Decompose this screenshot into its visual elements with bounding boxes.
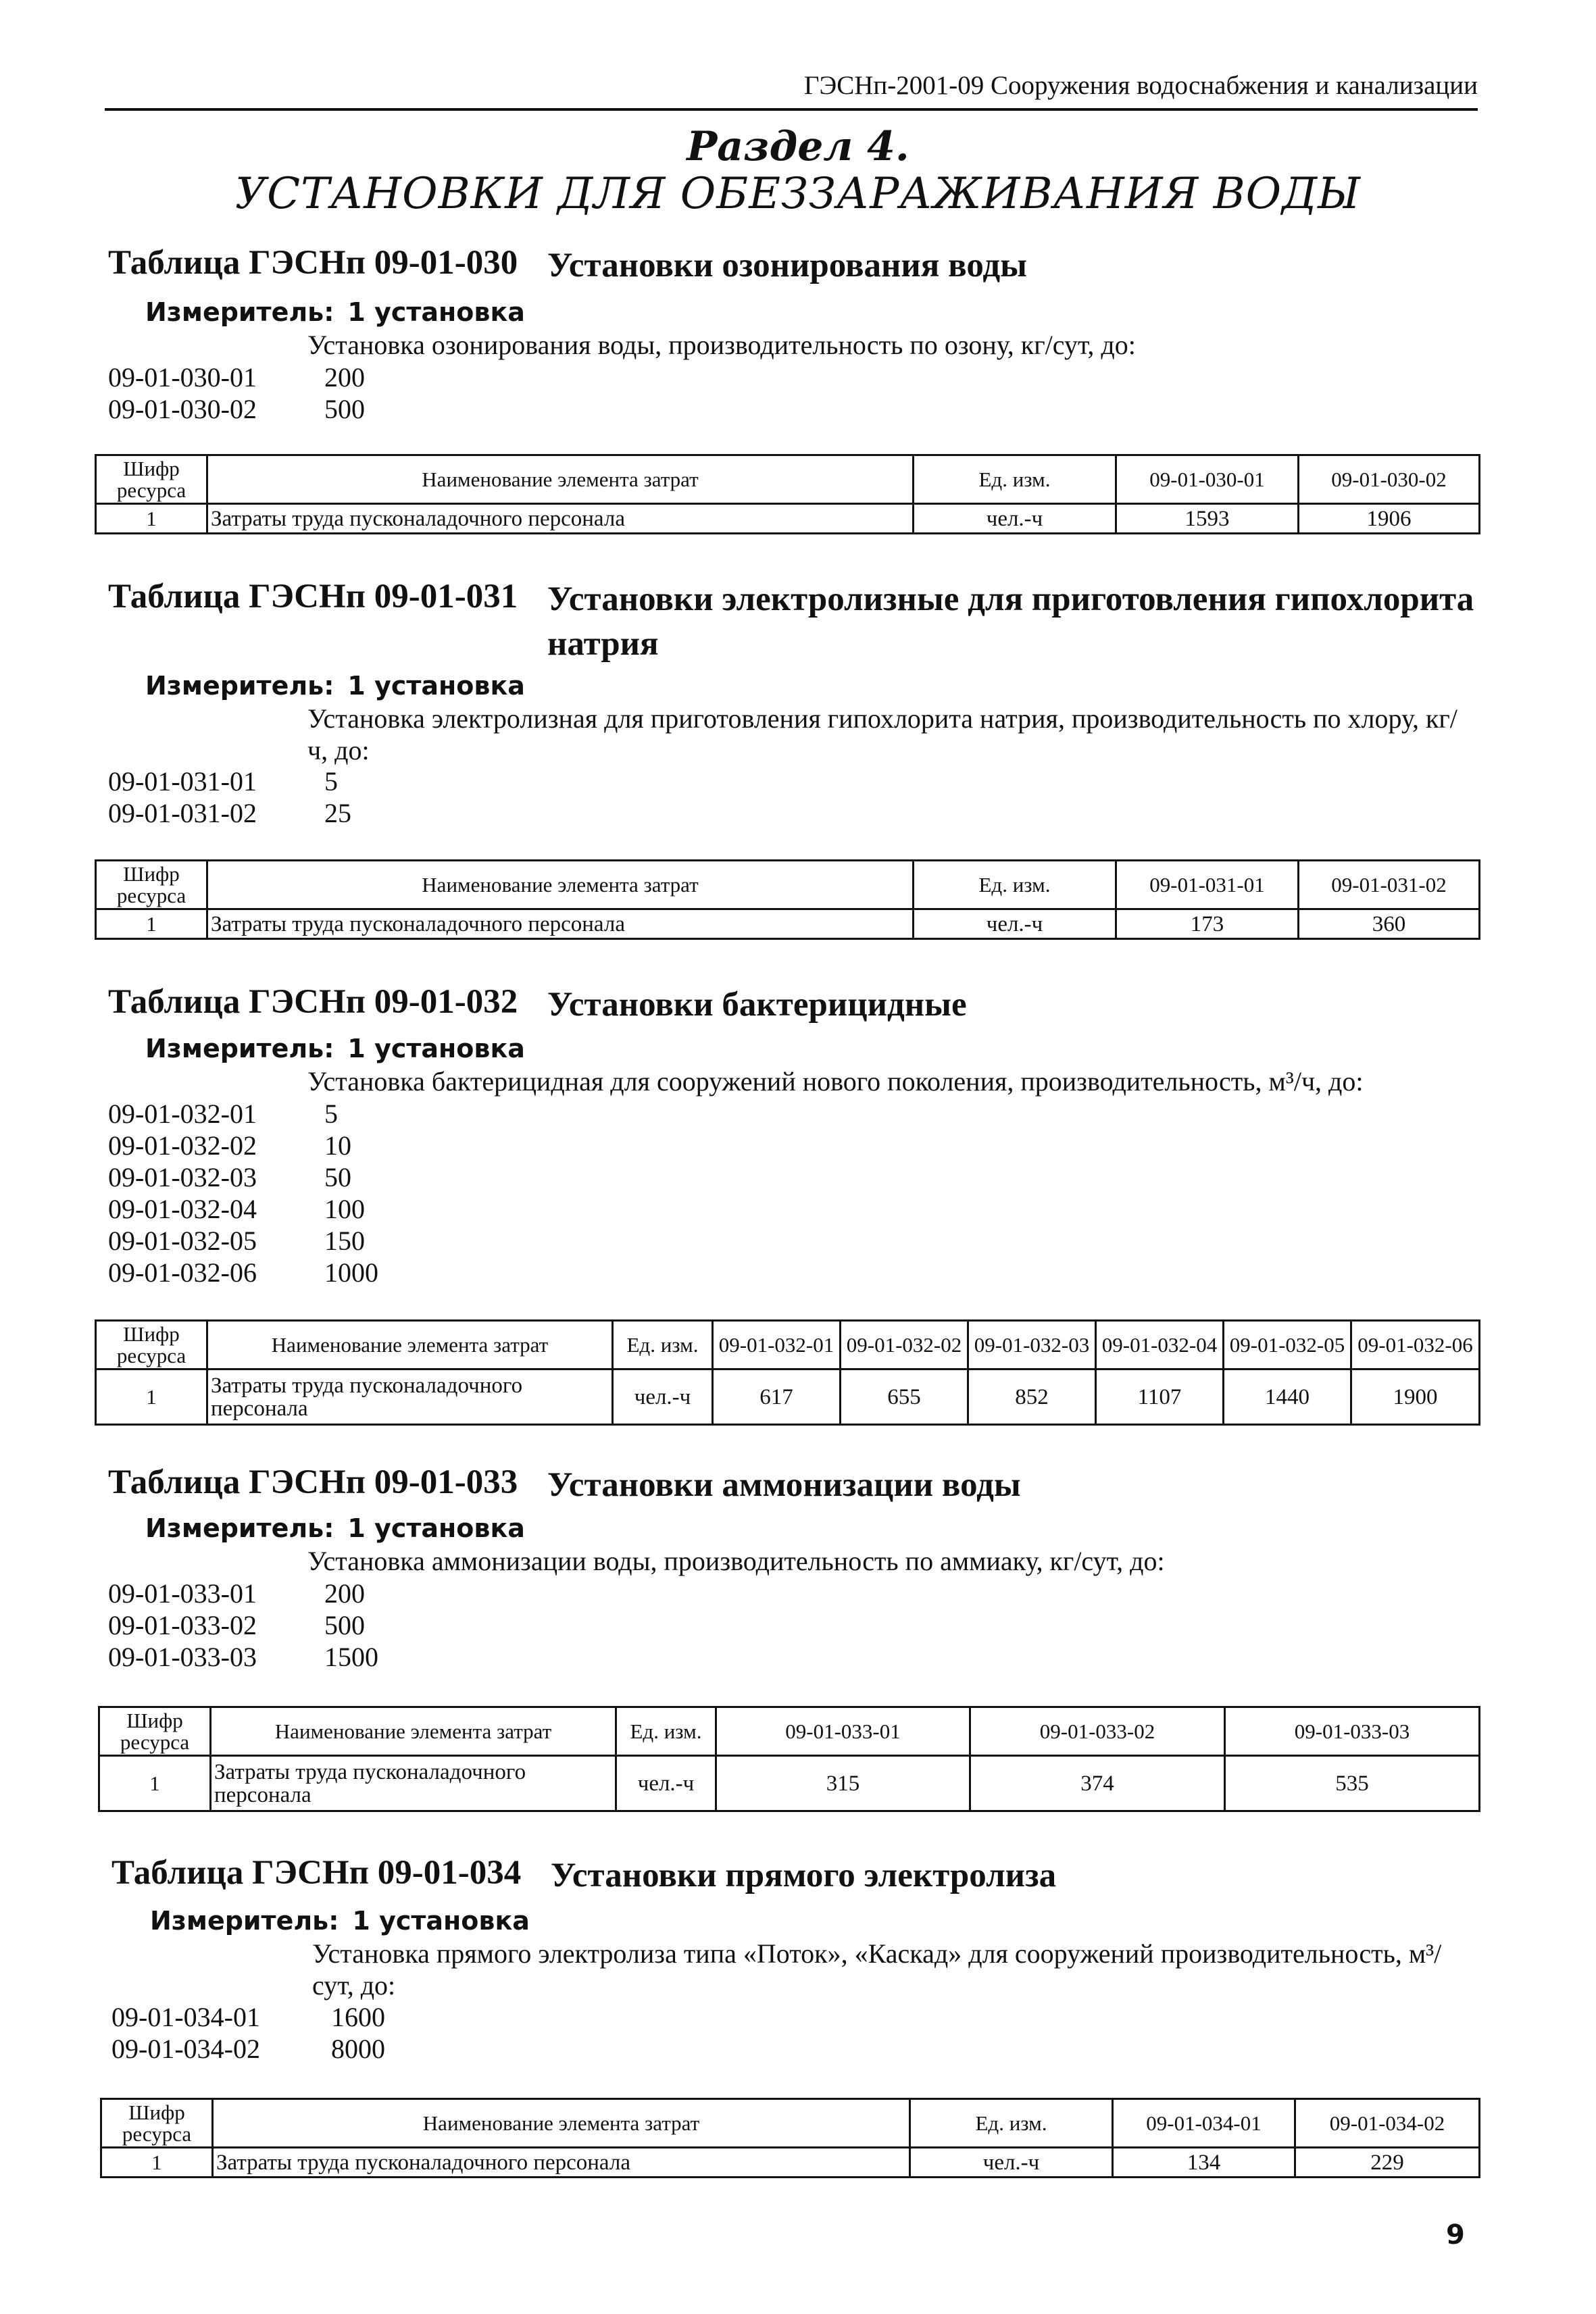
table-number: Таблица ГЭСНп 09-01-031: [108, 578, 518, 615]
col-header-unit: Ед. изм.: [616, 1707, 716, 1756]
item-code: 09-01-033-01: [108, 1578, 257, 1609]
table-number: Таблица ГЭСНп 09-01-033: [108, 1463, 518, 1501]
col-header-norm: 09-01-034-02: [1295, 2099, 1480, 2148]
item-value: 100: [324, 1194, 365, 1224]
measure-label: Измеритель:: [150, 1906, 339, 1936]
table-row: [99, 1756, 1480, 1811]
row-name: Затраты труда пусконаладочного персонала: [207, 504, 914, 534]
measure-unit: [145, 671, 525, 701]
measure-value: 1 установка: [347, 297, 525, 327]
table-title: Установки прямого электролиза: [551, 1857, 1057, 1894]
table-title: Установки аммонизации воды: [547, 1466, 1021, 1504]
section-label: Раздел 4.: [687, 123, 909, 170]
resource-table: [95, 454, 1480, 534]
col-header-norm: 09-01-031-02: [1299, 861, 1480, 909]
col-header-unit: Ед. изм.: [613, 1321, 713, 1369]
item-code: 09-01-030-02: [108, 394, 257, 424]
row-unit: чел.-ч: [914, 504, 1116, 534]
row-unit: чел.-ч: [910, 2148, 1113, 2178]
row-code: 1: [99, 1756, 211, 1811]
item-value: 150: [324, 1226, 365, 1256]
item-value: 500: [324, 1610, 365, 1640]
item-code: 09-01-033-02: [108, 1610, 257, 1640]
col-header-code: Шифр ресурса: [101, 2099, 213, 2148]
row-value: 1900: [1351, 1369, 1480, 1425]
table-row: [101, 2148, 1480, 2178]
row-code: 1: [101, 2148, 213, 2178]
table-title: Установки электролизные для приготовления гипохлорита натрия: [547, 580, 1474, 663]
col-header-norm: 09-01-031-01: [1116, 861, 1299, 909]
row-value: 535: [1225, 1756, 1480, 1811]
row-value: 134: [1113, 2148, 1295, 2178]
table-heading: [108, 982, 1487, 1030]
row-name: Затраты труда пусконаладочного персонала: [207, 1369, 613, 1425]
measure-value: 1 установка: [347, 1034, 525, 1063]
measure-unit: [145, 1034, 525, 1063]
item-value: 50: [324, 1162, 351, 1192]
row-code: 1: [96, 504, 207, 534]
item-code: 09-01-034-01: [111, 2002, 260, 2032]
item-code: 09-01-031-01: [108, 766, 257, 797]
row-name: Затраты труда пусконаладочного персонала: [211, 1756, 616, 1811]
row-unit: чел.-ч: [914, 909, 1116, 939]
row-unit: чел.-ч: [613, 1369, 713, 1425]
resource-table: [100, 2098, 1480, 2178]
col-header-norm: 09-01-030-02: [1299, 455, 1480, 504]
table-row: [96, 1369, 1480, 1425]
item-value: 10: [324, 1130, 351, 1161]
row-name: Затраты труда пусконаладочного персонала: [213, 2148, 910, 2178]
table-description: Установка электролизная для приготовления гипохлорита натрия, производительность по хлору, кг/ч, до:: [307, 703, 1457, 765]
col-header-norm: 09-01-032-03: [968, 1321, 1096, 1369]
item-value: 5: [324, 766, 338, 797]
item-value: 200: [324, 362, 365, 393]
section-title: УСТАНОВКИ ДЛЯ ОБЕЗЗАРАЖИВАНИЯ ВОДЫ: [234, 169, 1362, 219]
row-value: 1906: [1299, 504, 1480, 534]
item-code: 09-01-031-02: [108, 798, 257, 828]
col-header-code: Шифр ресурса: [96, 1321, 207, 1369]
item-value: 1600: [331, 2002, 385, 2032]
col-header-code: Шифр ресурса: [96, 861, 207, 909]
col-header-norm: 09-01-032-02: [841, 1321, 968, 1369]
item-code: 09-01-034-02: [111, 2034, 260, 2064]
resource-table: [95, 1319, 1480, 1426]
table-description: Установка прямого электролиза типа «Поток», «Каскад» для сооружений производительность, м³/сут, до:: [312, 1938, 1442, 2001]
row-value: 315: [716, 1756, 970, 1811]
row-code: 1: [96, 1369, 207, 1425]
row-value: 1107: [1096, 1369, 1224, 1425]
col-header-name: Наименование элемента затрат: [207, 861, 914, 909]
col-header-norm: 09-01-030-01: [1116, 455, 1299, 504]
running-head: ГЭСНп-2001-09 Сооружения водоснабжения и канализации: [803, 71, 1478, 100]
table-description: Установка аммонизации воды, производительность по аммиаку, кг/сут, до:: [307, 1546, 1165, 1576]
col-header-code: Шифр ресурса: [99, 1707, 211, 1756]
col-header-norm: 09-01-032-06: [1351, 1321, 1480, 1369]
measure-unit: [145, 297, 525, 327]
col-header-norm: 09-01-033-03: [1225, 1707, 1480, 1756]
item-code: 09-01-030-01: [108, 362, 257, 393]
item-code: 09-01-032-04: [108, 1194, 257, 1224]
item-code: 09-01-032-03: [108, 1162, 257, 1192]
col-header-name: Наименование элемента затрат: [207, 455, 914, 504]
row-value: 617: [713, 1369, 841, 1425]
item-value: 25: [324, 798, 351, 828]
table-title: Установки бактерицидные: [547, 986, 967, 1024]
table-title: Установки озонирования воды: [547, 247, 1027, 284]
table-number: Таблица ГЭСНп 09-01-034: [111, 1854, 522, 1892]
item-value: 8000: [331, 2034, 385, 2064]
row-value: 1440: [1224, 1369, 1351, 1425]
col-header-norm: 09-01-032-05: [1224, 1321, 1351, 1369]
row-name: Затраты труда пусконаладочного персонала: [207, 909, 914, 939]
table-number: Таблица ГЭСНп 09-01-030: [108, 244, 518, 282]
table-description: Установка бактерицидная для сооружений нового поколения, производительность, м³/ч, до:: [307, 1066, 1364, 1097]
table-description: Установка озонирования воды, производительность по озону, кг/сут, до:: [307, 330, 1136, 360]
row-unit: чел.-ч: [616, 1756, 716, 1811]
header-rule: [105, 108, 1478, 111]
measure-label: Измеритель:: [145, 297, 334, 327]
item-code: 09-01-033-03: [108, 1642, 257, 1672]
col-header-norm: 09-01-034-01: [1113, 2099, 1295, 2148]
measure-unit: [145, 1513, 525, 1543]
item-value: 5: [324, 1099, 338, 1129]
col-header-norm: 09-01-033-02: [970, 1707, 1225, 1756]
resource-table: [95, 859, 1480, 940]
col-header-name: Наименование элемента затрат: [207, 1321, 613, 1369]
table-row: [96, 909, 1480, 939]
table-heading: [108, 1463, 1487, 1510]
measure-label: Измеритель:: [145, 1513, 334, 1543]
row-value: 173: [1116, 909, 1299, 939]
col-header-unit: Ед. изм.: [914, 455, 1116, 504]
table-heading: [108, 577, 1487, 672]
table-row: [96, 504, 1480, 534]
col-header-unit: Ед. изм.: [910, 2099, 1113, 2148]
col-header-norm: 09-01-032-04: [1096, 1321, 1224, 1369]
item-value: 1000: [324, 1257, 378, 1288]
row-value: 374: [970, 1756, 1225, 1811]
table-heading: [111, 1853, 1490, 1901]
col-header-name: Наименование элемента затрат: [213, 2099, 910, 2148]
resource-table: [98, 1706, 1480, 1812]
item-code: 09-01-032-05: [108, 1226, 257, 1256]
measure-label: Измеритель:: [145, 671, 334, 701]
item-value: 200: [324, 1578, 365, 1609]
row-code: 1: [96, 909, 207, 939]
col-header-unit: Ед. изм.: [914, 861, 1116, 909]
row-value: 360: [1299, 909, 1480, 939]
col-header-code: Шифр ресурса: [96, 455, 207, 504]
col-header-norm: 09-01-033-01: [716, 1707, 970, 1756]
table-number: Таблица ГЭСНп 09-01-032: [108, 983, 518, 1021]
col-header-norm: 09-01-032-01: [713, 1321, 841, 1369]
measure-unit: [150, 1906, 530, 1936]
item-code: 09-01-032-06: [108, 1257, 257, 1288]
page-number: 9: [1446, 2219, 1465, 2250]
item-code: 09-01-032-01: [108, 1099, 257, 1129]
item-value: 1500: [324, 1642, 378, 1672]
measure-label: Измеритель:: [145, 1034, 334, 1063]
row-value: 229: [1295, 2148, 1480, 2178]
row-value: 852: [968, 1369, 1096, 1425]
item-value: 500: [324, 394, 365, 424]
col-header-name: Наименование элемента затрат: [211, 1707, 616, 1756]
row-value: 1593: [1116, 504, 1299, 534]
measure-value: 1 установка: [352, 1906, 530, 1936]
row-value: 655: [841, 1369, 968, 1425]
measure-value: 1 установка: [347, 671, 525, 701]
measure-value: 1 установка: [347, 1513, 525, 1543]
item-code: 09-01-032-02: [108, 1130, 257, 1161]
